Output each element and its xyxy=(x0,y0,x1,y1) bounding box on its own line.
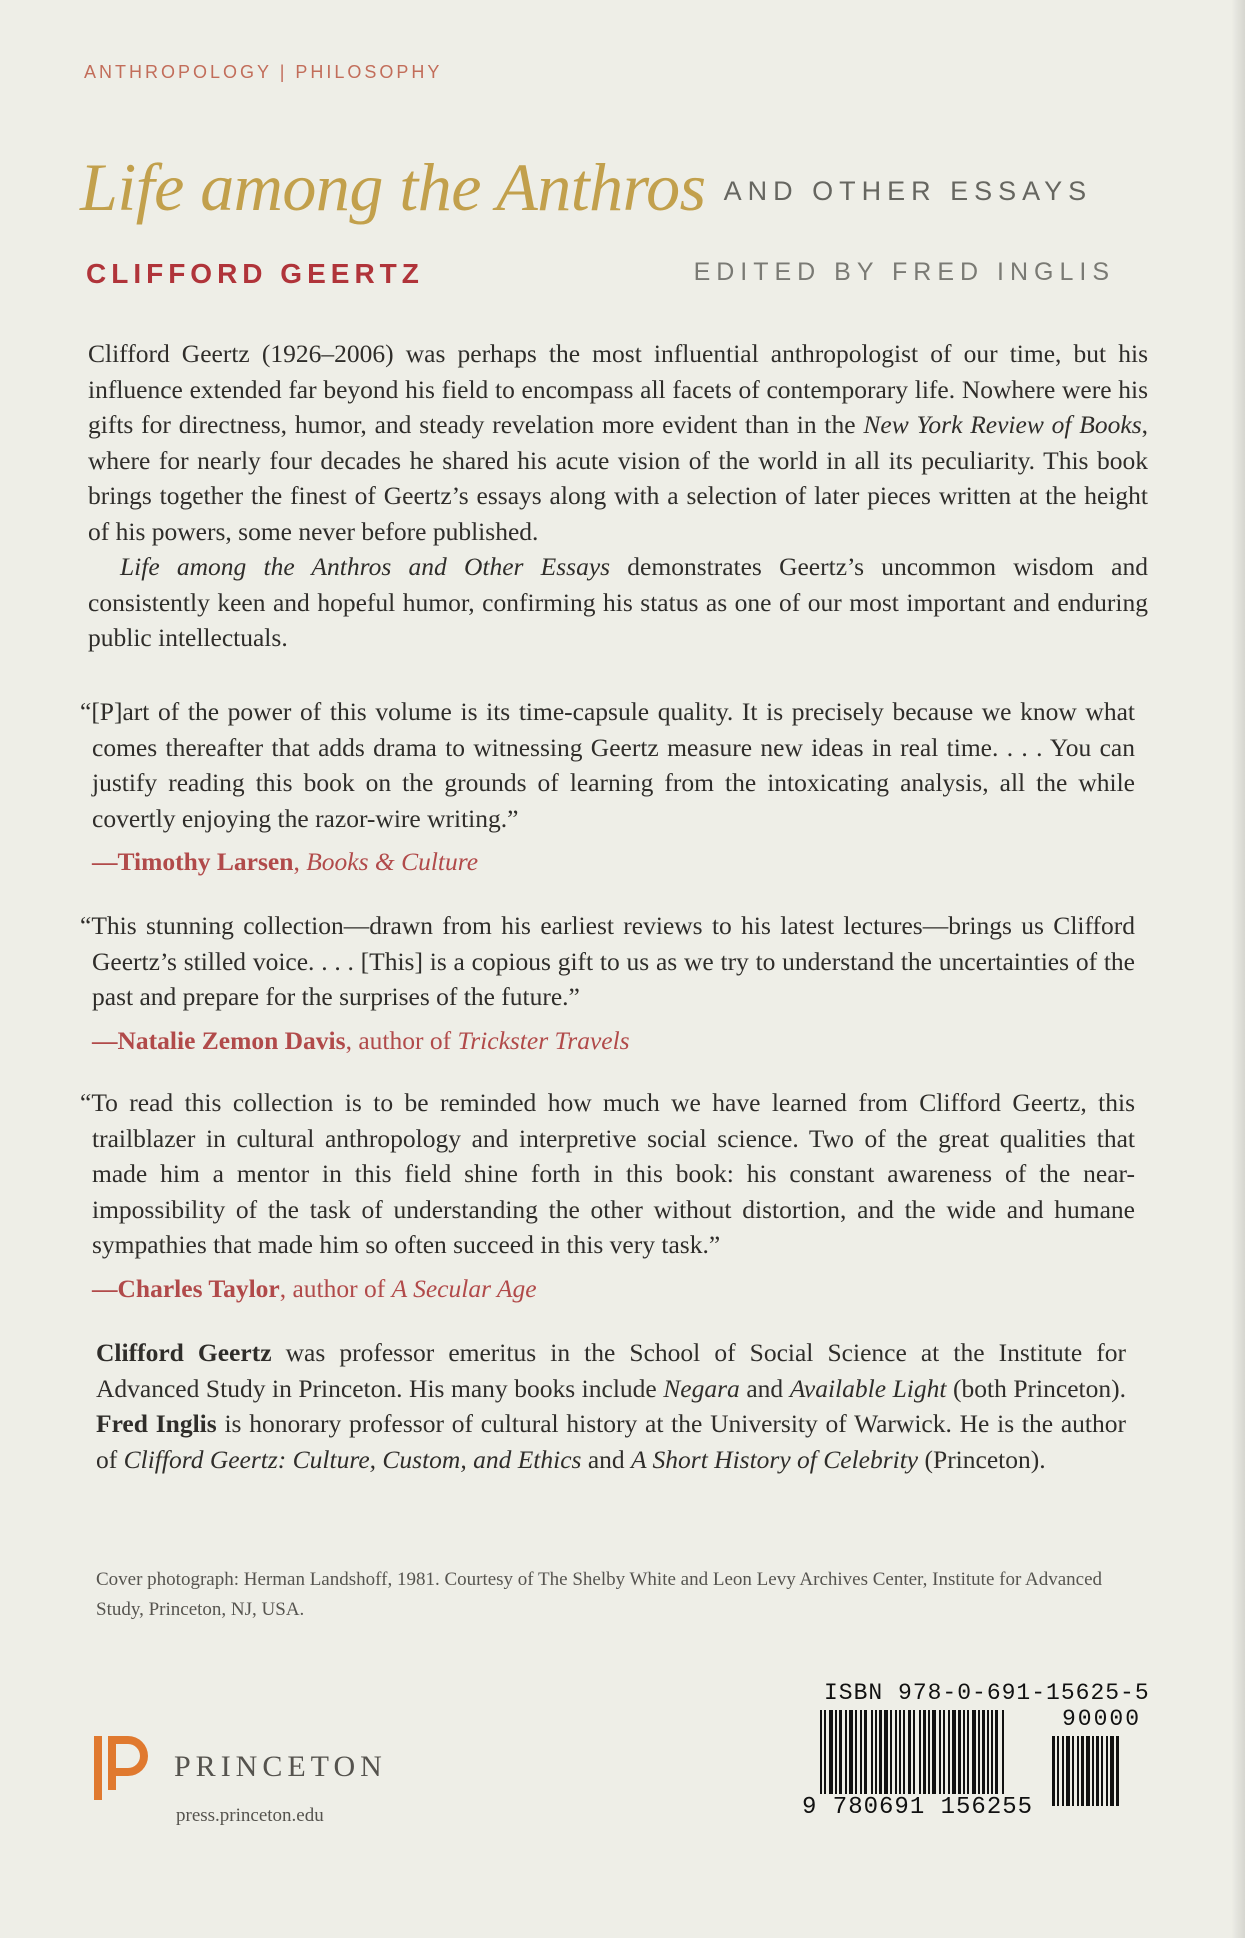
barcode-bar xyxy=(958,1710,961,1806)
barcode-bar xyxy=(913,1710,915,1806)
barcode-bar xyxy=(1081,1736,1084,1806)
barcode-digits: 9 780691 156255 xyxy=(802,1794,1034,1821)
author-bios: Clifford Geertz was professor emeritus in the School of Social Science at the Institute for Advanced Study in Princeton. His many books include Negara and Available Light (both Princeton). Fred Inglis is honorary professor of cultural history at the University of Warwick. He is the author of Clifford Geertz: Culture, Custom, and Ethics and A Short History of Celebrity (Princeton). xyxy=(96,1338,1127,1474)
publisher-website: press.princeton.edu xyxy=(176,1805,324,1826)
barcode-bar xyxy=(1066,1736,1070,1806)
book-subtitle: AND OTHER ESSAYS xyxy=(723,176,1093,206)
barcode-bar xyxy=(849,1710,853,1806)
barcode-bar xyxy=(824,1710,826,1806)
barcode-bar xyxy=(1110,1736,1114,1806)
barcode-bar xyxy=(923,1710,926,1806)
barcode-bar xyxy=(1116,1736,1119,1806)
logo-p-shape xyxy=(108,1736,148,1790)
barcode-bar xyxy=(1052,1736,1055,1806)
barcode-bar xyxy=(895,1710,897,1806)
barcode-bar xyxy=(952,1710,956,1806)
barcode-bar xyxy=(1077,1736,1079,1806)
quote-attribution: —Natalie Zemon Davis, author of Trickster Travels xyxy=(92,1025,630,1055)
blurb-quote-davis xyxy=(80,908,1135,1058)
barcode-bar xyxy=(1002,1710,1004,1806)
barcode-bar xyxy=(1101,1736,1103,1806)
quote-attribution: —Charles Taylor, author of A Secular Age xyxy=(92,1273,537,1303)
barcode-bar xyxy=(829,1710,833,1806)
quote-text: “This stunning collection—drawn from his earliest reviews to his latest lectures—brings us Clifford Geertz’s stilled voice. . . . [This] is a copious gift to us as we try to understand the uncertainties of the past and prepare for the surprises of the future.” xyxy=(80,911,1135,1011)
barcode-bar xyxy=(939,1710,941,1806)
barcode-bar xyxy=(967,1710,969,1806)
barcode-bar xyxy=(972,1710,976,1806)
logo-bar xyxy=(94,1736,102,1800)
barcode-bar xyxy=(860,1710,862,1806)
quote-text: “[P]art of the power of this volume is its time-capsule quality. It is precisely because we know what comes thereafter that adds drama to witnessing Geertz measure new ideas in real time. . . . You can justify reading this book on the grounds of learning from the intoxicating analysis, all the while covertly enjoying the razor-wire writing.” xyxy=(80,697,1135,833)
barcode-bar xyxy=(982,1710,985,1806)
barcode-bar xyxy=(890,1710,892,1806)
barcode-bar xyxy=(879,1710,882,1806)
book-description xyxy=(88,336,1148,656)
editor-credit: EDITED BY FRED INGLIS xyxy=(693,258,1115,286)
publisher-name: PRINCETON xyxy=(174,1750,387,1783)
barcode-bar xyxy=(948,1710,950,1806)
cover-photo-credit: Cover photograph: Herman Landshoff, 1981. Courtesy of The Shelby White and Leon Levy Archives Center, Institute for Advanced Study, Princeton, NJ, USA. xyxy=(96,1569,1103,1620)
blurb-quote-taylor xyxy=(80,1085,1135,1306)
price-code: 90000 xyxy=(1062,1706,1142,1732)
barcode-bar xyxy=(1062,1736,1064,1806)
barcode-bar xyxy=(855,1710,857,1806)
quote-text: “To read this collection is to be reminded how much we have learned from Clifford Geertz, this trailblazer in cultural anthropology and interpretive social science. Two of the great qualities that made him a mentor in this field shine forth in this book: his constant awareness of the near-impossibility of the task of understanding the other without distortion, and the wide and humane sympathies that made him so often succeed in this very task.” xyxy=(80,1088,1135,1259)
barcode-bar xyxy=(864,1710,867,1806)
barcode-bar xyxy=(978,1710,980,1806)
barcode-bar xyxy=(919,1710,921,1806)
barcode-bar xyxy=(991,1710,993,1806)
barcode-bar xyxy=(884,1710,888,1806)
barcode-bar xyxy=(1096,1736,1099,1806)
barcode-bar xyxy=(987,1710,989,1806)
barcode-bar xyxy=(839,1710,842,1806)
barcode-bar xyxy=(875,1710,877,1806)
book-title: Life among the Anthros xyxy=(80,149,706,225)
barcode-main-bars xyxy=(820,1710,1042,1806)
barcode-bar xyxy=(1072,1736,1074,1806)
barcode-bar xyxy=(1106,1736,1108,1806)
barcode-bar xyxy=(835,1710,837,1806)
title-row xyxy=(80,148,1092,227)
category-label: ANTHROPOLOGY | PHILOSOPHY xyxy=(84,62,443,82)
barcode-bar xyxy=(943,1710,945,1806)
barcode-bar xyxy=(995,1710,998,1806)
barcode-bar xyxy=(899,1710,901,1806)
page-edge-shadow xyxy=(1231,0,1245,1938)
author-name: CLIFFORD GEERTZ xyxy=(86,258,424,289)
barcode-supplement-bars xyxy=(1052,1736,1160,1806)
barcode-bar xyxy=(820,1710,822,1806)
princeton-logo-icon xyxy=(94,1734,156,1800)
barcode-bar xyxy=(932,1710,936,1806)
isbn-label: ISBN 978-0-691-15625-5 xyxy=(824,1680,1150,1706)
barcode-bar xyxy=(845,1710,847,1806)
quote-attribution: —Timothy Larsen, Books & Culture xyxy=(92,847,479,876)
barcode-bar xyxy=(908,1710,911,1806)
barcode-bar xyxy=(903,1710,905,1806)
barcode-bar xyxy=(1086,1736,1090,1806)
barcode-bar xyxy=(1057,1736,1059,1806)
barcode-bar xyxy=(1092,1736,1094,1806)
barcode-bar xyxy=(963,1710,965,1806)
barcode-bar xyxy=(928,1710,930,1806)
barcode-bar xyxy=(871,1710,873,1806)
blurb-quote-larsen xyxy=(80,694,1135,880)
isbn-barcode xyxy=(796,1676,1186,1846)
description-paragraph-1: Clifford Geertz (1926–2006) was perhaps the most influential anthropologist of our time, but his influence extended far beyond his field to encompass all facets of contemporary life. Nowhere were his gifts for directness, humor, and steady revelation more evident than in the New York Review of Books, where for nearly four decades he shared his acute vision of the world in all its peculiarity. This book brings together the finest of Geertz’s essays along with a selection of later pieces written at the height of his powers, some never before published. xyxy=(88,339,1148,546)
description-paragraph-2: Life among the Anthros and Other Essays demonstrates Geertz’s uncommon wisdom and consistently keen and hopeful humor, confirming his status as one of our most important and enduring public intellectuals. xyxy=(88,552,1148,652)
